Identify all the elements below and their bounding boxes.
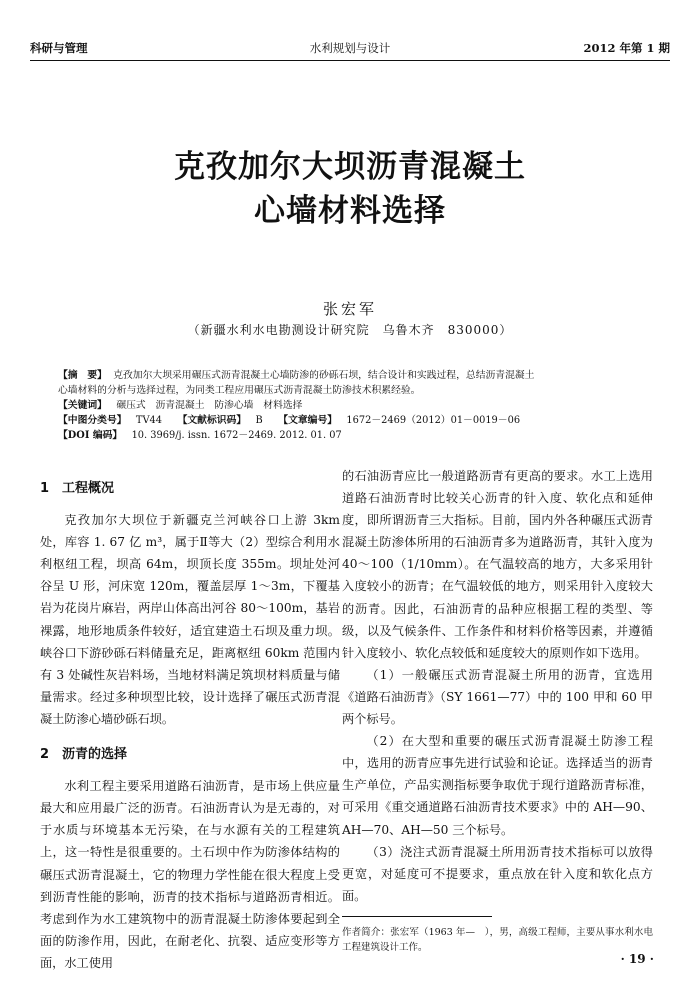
section-2-number: 2 (40, 747, 50, 763)
asphalt-item-3: （3）浇注式沥青混凝土所用沥青技术指标可以放得更宽，对延度可不提要求，重点放在针入度和软化点方面。 (342, 844, 653, 903)
asphalt-item-2: （2）在大型和重要的碾压式沥青混凝土防渗工程中，选用的沥青应事先进行试验和论证。选择适当的沥青生产单位，产品实测指标要争取优于现行道路沥青标准，可采用《重交通道路石油沥青技术要求》中的 AH—90、AH—70、AH—50 三个标号。 (342, 734, 653, 837)
abstract-cont (58, 383, 642, 398)
section-2-title: 沥青的选择 (62, 747, 128, 763)
title-line-2: 心墙材料选择 (254, 193, 446, 229)
abstract (58, 368, 642, 383)
doc-code-value: B (255, 415, 263, 426)
section-1-number: 1 (40, 481, 50, 496)
section-1-title: 工程概况 (62, 481, 115, 496)
doi (58, 428, 642, 443)
section-1-heading (40, 478, 340, 500)
section-2-paragraph-continued: 的石油沥青应比一般道路沥青有更高的要求。水工上选用道路石油沥青时比较关心沥青的针入度、软化点和延伸度，即所谓沥青三大指标。目前，国内外各种碾压式沥青混凝土防渗体所用的石油沥青多为道路沥青，其针入度为 40～100（1/10mm）。在气温较高的地方，大多采用针入度较小的沥青；在气温较低的地方，则采用针入度较大的沥青。因此，石油沥青的品种应根据工程的类型、等级，以及气候条件、工作条件和材料价格等因素，并遵循针入度较小、软化点较低和延度较大的原则作如下选用。 (342, 469, 653, 660)
section-2-paragraph: 水利工程主要采用道路石油沥青，是市场上供应量最大和应用最广泛的沥青。石油沥青认为是无毒的，对于水质与环境基本无污染，在与水源有关的工程建筑上，这一特性是很重要的。土石坝中作为防渗体结构的碾压式沥青混凝土，它的物理力学性能在很大程度上受到沥青性能的影响，沥青的技术指标与道路沥青相近。考虑到作为水工建筑物中的沥青混凝土防渗体要起到全面的防渗作用，因此，在耐老化、抗裂、适应变形等方面，水工使用 (40, 779, 340, 970)
abstract-line-2: 心墙材料的分析与选择过程，为同类工程应用碾压式沥青混凝土防渗技术积累经验。 (58, 385, 421, 396)
header-section: 科研与管理 (30, 41, 88, 55)
keywords-value: 碾压式 沥青混凝土 防渗心墙 材料选择 (116, 400, 303, 411)
author: 张宏军 (322, 300, 377, 318)
doc-code-label: 【文献标识码】 (177, 415, 247, 426)
page-number: · 19 · (620, 952, 654, 966)
keywords-label: 【关键词】 (58, 400, 107, 411)
asphalt-item-1: （1）一般碾压式沥青混凝土所用的沥青，宜选用《道路石油沥青》（SY 1661—77）中的 100 甲和 60 甲两个标号。 (342, 667, 653, 727)
doi-value: 10. 3969/j. issn. 1672－2469. 2012. 01. 07 (131, 430, 342, 441)
left-column (40, 460, 340, 974)
header-journal: 水利规划与设计 (309, 41, 391, 55)
running-header (30, 40, 670, 60)
doi-label: 【DOI 编码】 (58, 430, 123, 441)
abstract-line-1: 克孜加尔大坝采用碾压式沥青混凝土心墙防渗的砂砾石坝，结合设计和实践过程，总结沥青混凝土 (113, 370, 535, 381)
article-no-value: 1672－2469（2012）01－0019－06 (346, 415, 521, 426)
header-issue: 2012 年第 1 期 (583, 41, 670, 55)
keywords (58, 398, 642, 413)
affiliation: （新疆水利水电勘测设计研究院 乌鲁木齐 830000） (187, 323, 513, 337)
article-no-label: 【文章编号】 (278, 415, 338, 426)
header-rule (30, 60, 670, 61)
footnote-rule (342, 916, 492, 917)
clc-label: 【中图分类号】 (58, 415, 127, 426)
title-line-1: 克孜加尔大坝沥青混凝土 (174, 149, 526, 185)
section-1-paragraph: 克孜加尔大坝位于新疆克兰河峡谷口上游 3km 处，库容 1. 67 亿 m³，属于Ⅱ等大（2）型综合利用水利枢纽工程，坝高 64m，坝顶长度 355m。坝址处河谷呈 U 形，河床宽 120m，覆盖层厚 1～3m，下覆基岩为花岗片麻岩，两岸山体高出河谷 80～100m，基岩裸露，地形地质条件较好，适宜建造土石坝及重力坝。峡谷口下游砂砾石料储量充足，距离枢纽 60km 范围内有 3 处碱性灰岩料场，当地材料满足筑坝材料质量与储量需求。经过多种坝型比较，设计选择了碾压式沥青混凝土防渗心墙砂砾石坝。 (40, 513, 340, 726)
classification (58, 413, 642, 428)
clc-value: TV44 (135, 415, 162, 426)
right-column (342, 465, 653, 955)
section-2-heading (40, 744, 340, 766)
author-footnote: 作者简介：张宏军（1963 年— ），男，高级工程师，主要从事水利水电工程建筑设计工作。 (342, 926, 653, 953)
abstract-label: 【摘 要】 (58, 370, 107, 381)
